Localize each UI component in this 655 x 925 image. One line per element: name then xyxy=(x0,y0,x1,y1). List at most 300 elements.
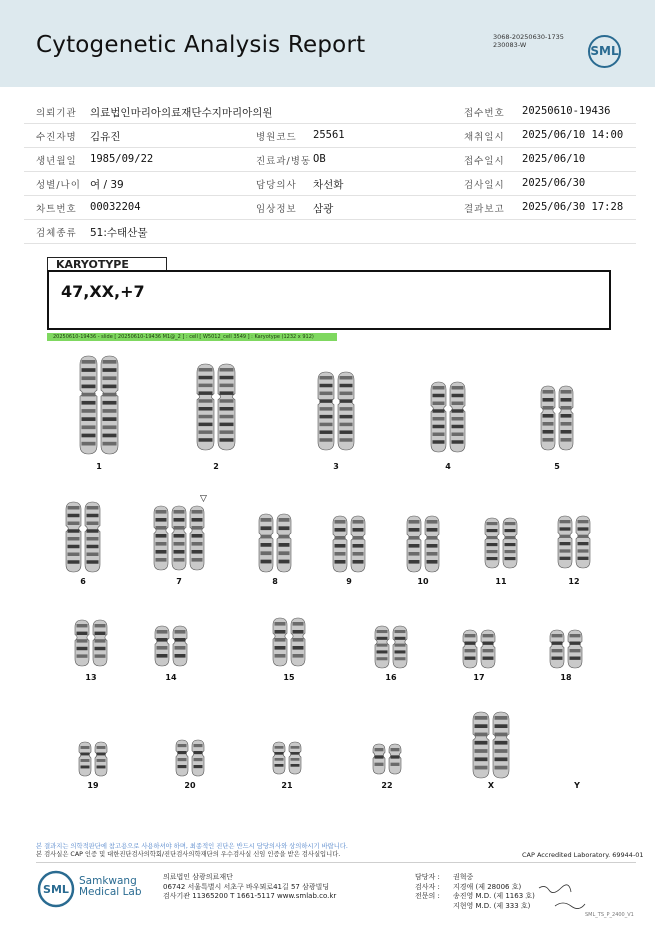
chromosome-13-copy xyxy=(75,620,89,666)
chromosome-band xyxy=(293,622,304,626)
chromosome-1-copy xyxy=(101,356,118,454)
report-title: Cytogenetic Analysis Report xyxy=(36,32,366,58)
org-address: 06742 서울특별시 서초구 바우뫼로41길 57 삼광빌딩 xyxy=(163,882,330,891)
chromosome-band xyxy=(452,409,464,412)
chromosome-band xyxy=(103,401,117,405)
chromosome-band xyxy=(174,558,185,562)
chromosome-3-copy xyxy=(318,372,334,450)
chromosome-pair-12 xyxy=(558,516,590,568)
chromosome-band xyxy=(465,642,476,645)
chromosome-band xyxy=(291,758,300,761)
doctor-label: 담당의사 xyxy=(256,180,297,191)
chromosome-pair-9 xyxy=(333,516,365,572)
chromosome-band xyxy=(552,649,563,652)
chromosome-band xyxy=(81,746,90,749)
chromosome-band xyxy=(353,560,364,564)
info-row xyxy=(24,147,636,172)
chromosome-13-copy xyxy=(93,620,107,666)
info-row xyxy=(24,99,636,124)
chromosome-label-1: 1 xyxy=(96,462,102,471)
chromosome-band xyxy=(199,391,213,395)
chromosome-band xyxy=(199,384,213,388)
chromosome-band xyxy=(452,440,464,443)
chromosome-band xyxy=(199,368,213,372)
chromosome-band xyxy=(409,560,420,564)
chromosome-label-11: 11 xyxy=(495,577,507,586)
chromosome-3-copy xyxy=(338,372,354,450)
clinical-label: 임상정보 xyxy=(256,204,297,215)
chromosome-band xyxy=(353,552,364,556)
chromosome-band xyxy=(220,415,234,419)
chromosome-band xyxy=(82,425,96,429)
chromosome-band xyxy=(487,536,498,539)
chromosome-label-16: 16 xyxy=(385,673,397,682)
chromosome-band xyxy=(82,409,96,413)
chart-no-label: 차트번호 xyxy=(36,204,77,215)
chromosome-band xyxy=(395,644,406,647)
chromosome-band xyxy=(465,634,476,637)
chromosome-band xyxy=(483,657,494,660)
chromosome-band xyxy=(95,632,106,635)
chromosome-4-copy xyxy=(450,382,465,452)
chromosome-band xyxy=(97,753,106,756)
chromosome-band xyxy=(156,510,167,514)
chromosome-band xyxy=(560,549,571,552)
chromosome-band xyxy=(293,638,304,642)
chromosome-band xyxy=(279,560,290,564)
info-row xyxy=(24,219,636,244)
chromosome-band xyxy=(192,518,203,522)
chromosome-band xyxy=(433,440,445,443)
chromosome-band xyxy=(395,637,406,640)
footer-divider xyxy=(36,862,636,863)
chromosome-1-copy xyxy=(80,356,97,454)
chromosome-band xyxy=(375,755,384,758)
cap-accreditation: CAP Accredited Laboratory. 69944-01 xyxy=(522,851,644,859)
chromosome-band xyxy=(199,430,213,434)
chromosome-band xyxy=(495,733,508,737)
chromosome-band xyxy=(340,384,353,388)
chromosome-band xyxy=(68,529,80,532)
chromosome-band xyxy=(561,438,572,442)
chromosome-band xyxy=(433,386,445,389)
received-value: 2025/06/10 xyxy=(522,153,586,165)
specialist-label: 전문의 : xyxy=(415,892,440,900)
chromosome-band xyxy=(483,649,494,652)
chromosome-pair-4 xyxy=(431,382,465,452)
chromosome-12-copy xyxy=(558,516,572,568)
chromosome-12-copy xyxy=(576,516,590,568)
chromosome-band xyxy=(87,506,99,509)
brand-line1: Samkwang xyxy=(79,875,137,887)
chromosome-band xyxy=(560,542,571,545)
chromosome-band xyxy=(220,368,234,372)
chromosome-label-9: 9 xyxy=(346,577,352,586)
chromosome-pair-2 xyxy=(197,364,235,450)
chromosome-pair-X xyxy=(473,712,509,778)
chromosome-band xyxy=(194,765,203,768)
chromosome-band xyxy=(156,558,167,562)
chromosome-band xyxy=(543,430,554,434)
chromosome-2-copy xyxy=(197,364,214,450)
chromosome-band xyxy=(82,368,96,372)
chromosome-band xyxy=(279,518,290,522)
chromosome-15-copy xyxy=(291,618,305,666)
chromosome-band xyxy=(427,560,438,564)
chromosome-17-copy xyxy=(481,630,495,668)
chromosome-band xyxy=(375,748,384,751)
chromosome-pair-15 xyxy=(273,618,305,666)
chromosome-pair-7 xyxy=(154,506,204,570)
chromosome-band xyxy=(174,510,185,514)
chromosome-band xyxy=(340,438,353,442)
chromosome-band xyxy=(578,527,589,530)
chromosome-band xyxy=(543,422,554,426)
chromosome-band xyxy=(505,522,516,525)
chromosome-label-5: 5 xyxy=(554,462,560,471)
chromosome-band xyxy=(409,544,420,548)
chromosome-band xyxy=(87,545,99,548)
chromosome-band xyxy=(505,550,516,553)
chromosome-band xyxy=(103,385,117,389)
chromosome-band xyxy=(87,529,99,532)
chromosome-band xyxy=(279,526,290,530)
chromosome-band xyxy=(220,391,234,395)
manager-value: 권혁중 xyxy=(453,873,474,881)
chromosome-band xyxy=(561,398,572,402)
chromosome-pair-3 xyxy=(318,372,354,450)
chromosome-band xyxy=(87,537,99,540)
chromosome-band xyxy=(335,552,346,556)
chromosome-band xyxy=(560,535,571,538)
chromosome-label-15: 15 xyxy=(283,673,295,682)
chromosome-band xyxy=(543,390,554,394)
chromosome-band xyxy=(291,764,300,767)
chromosome-band xyxy=(192,534,203,538)
receipt-no-label: 접수번호 xyxy=(464,108,505,119)
chromosome-band xyxy=(452,386,464,389)
chromosome-band xyxy=(391,763,400,766)
chromosome-X-copy xyxy=(473,712,489,778)
chromosome-band xyxy=(275,654,286,658)
chromosome-band xyxy=(340,430,353,434)
chromosome-band xyxy=(452,417,464,420)
chromosome-band xyxy=(157,654,168,658)
chromosome-label-20: 20 xyxy=(184,781,196,790)
patient-value: 김유진 xyxy=(90,131,121,143)
chromosome-band xyxy=(395,650,406,653)
chromosome-band xyxy=(194,751,203,754)
chromosome-band xyxy=(199,399,213,403)
chromosome-band xyxy=(82,360,96,364)
chromosome-band xyxy=(261,543,272,547)
receipt-no-value: 20250610-19436 xyxy=(522,105,611,117)
chromosome-label-18: 18 xyxy=(560,673,572,682)
patient-label: 수진자명 xyxy=(36,132,77,143)
chromosome-band xyxy=(552,657,563,660)
chromosome-band xyxy=(261,560,272,564)
chromosome-band xyxy=(82,417,96,421)
chromosome-label-14: 14 xyxy=(165,673,177,682)
chromosome-6-copy xyxy=(66,502,81,572)
chromosome-band xyxy=(275,746,284,749)
chromosome-band xyxy=(475,733,488,737)
chromosome-band xyxy=(77,639,88,642)
chromosome-band xyxy=(340,399,353,403)
org-contact: 검사기관 11365200 T 1661-5117 www.smlab.co.kr xyxy=(163,892,337,900)
chromosome-band xyxy=(175,638,186,642)
chromosome-band xyxy=(395,657,406,660)
chromosome-22-copy xyxy=(373,744,385,774)
chromosome-label-21: 21 xyxy=(281,781,293,790)
chromosome-label-13: 13 xyxy=(85,673,97,682)
chromosome-pair-21 xyxy=(273,742,301,774)
chromosome-label-Y: Y xyxy=(574,781,580,790)
chromosome-band xyxy=(199,438,213,442)
chromosome-band xyxy=(395,630,406,633)
chromosome-band xyxy=(157,630,168,634)
chromosome-band xyxy=(192,526,203,530)
chromosome-band xyxy=(199,423,213,427)
chromosome-pair-20 xyxy=(176,740,204,776)
chromosome-X-copy xyxy=(493,712,509,778)
chromosome-band xyxy=(475,766,488,770)
hospital-code-value: 25561 xyxy=(313,129,345,141)
notice-line2: 본 검사실은 CAP 인증 및 대한진단검사의학회/진단검사의학재단의 우수검사실 신임 인증을 받은 검사실입니다. xyxy=(36,851,341,858)
chromosome-band xyxy=(570,634,581,637)
chromosome-14-copy xyxy=(173,626,187,666)
chromosome-band xyxy=(261,526,272,530)
chromosome-band xyxy=(452,402,464,405)
institution-label: 의뢰기관 xyxy=(36,108,77,119)
chromosome-band xyxy=(95,624,106,627)
chromosome-17-copy xyxy=(463,630,477,668)
chromosome-band xyxy=(261,535,272,539)
collected-label: 채취일시 xyxy=(464,132,505,143)
chromosome-20-copy xyxy=(192,740,204,776)
chromosome-band xyxy=(452,394,464,397)
chromosome-band xyxy=(220,438,234,442)
report-label: 결과보고 xyxy=(464,204,505,215)
chromosome-band xyxy=(77,624,88,627)
chromosome-band xyxy=(68,506,80,509)
chromosome-15-copy xyxy=(273,618,287,666)
institution-value: 의료법인마리아의료재단수지마리아의원 xyxy=(90,107,273,119)
chromosome-band xyxy=(487,543,498,546)
chromosome-band xyxy=(487,550,498,553)
chromosome-label-7: 7 xyxy=(176,577,182,586)
chromosome-band xyxy=(103,376,117,380)
chromosome-4-copy xyxy=(431,382,446,452)
karyotype-result-box xyxy=(47,270,611,330)
chromosome-band xyxy=(495,716,508,720)
chromosome-5-copy xyxy=(559,386,573,450)
trisomy-marker-icon: ▽ xyxy=(200,494,207,504)
chromosome-pair-8 xyxy=(259,514,291,572)
notice-line1: 본 결과지는 의학적판단에 참고용으로 사용하셔야 하며, 최종적인 진단은 반드시 담당의사와 상의하시기 바랍니다. xyxy=(36,843,348,850)
chromosome-band xyxy=(340,415,353,419)
chromosome-7-copy xyxy=(172,506,186,570)
chromosome-band xyxy=(95,647,106,650)
organization-info xyxy=(163,873,336,902)
chromosome-5-copy xyxy=(541,386,555,450)
chromosome-band xyxy=(174,526,185,530)
chromosome-band xyxy=(487,529,498,532)
staff-info xyxy=(415,873,535,911)
chromosome-8-copy xyxy=(259,514,273,572)
chromosome-pair-5 xyxy=(541,386,573,450)
tester-value: 지경애 (제 28006 호) xyxy=(453,882,522,891)
chromosome-band xyxy=(487,557,498,560)
specialist2-value: 지현영 M.D. (제 333 호) xyxy=(453,901,531,910)
chromosome-pair-17 xyxy=(463,630,495,668)
brand-line2: Medical Lab xyxy=(79,886,142,898)
chromosome-band xyxy=(103,442,117,446)
chromosome-band xyxy=(220,376,234,380)
chromosome-band xyxy=(192,542,203,546)
chromosome-label-3: 3 xyxy=(333,462,339,471)
chromosome-band xyxy=(427,520,438,524)
tested-label: 검사일시 xyxy=(464,180,505,191)
chromosome-band xyxy=(275,646,286,650)
chromosome-pair-14 xyxy=(155,626,187,666)
chromosome-band xyxy=(175,646,186,650)
chromosome-band xyxy=(103,425,117,429)
chromosome-band xyxy=(320,376,333,380)
chromosome-band xyxy=(199,407,213,411)
chromosome-band xyxy=(433,417,445,420)
chromosome-label-19: 19 xyxy=(87,781,99,790)
chromosome-band xyxy=(156,534,167,538)
chromosome-band xyxy=(409,520,420,524)
chromosome-band xyxy=(275,764,284,767)
chromosome-18-copy xyxy=(568,630,582,668)
chromosome-band xyxy=(353,528,364,532)
chromosome-9-copy xyxy=(333,516,347,572)
document-id-line1: 3068-20250630-1735 xyxy=(493,33,564,41)
chromosome-band xyxy=(340,423,353,427)
chromosome-band xyxy=(320,423,333,427)
chromosome-band xyxy=(68,514,80,517)
chromosome-band xyxy=(578,549,589,552)
chromosome-band xyxy=(220,423,234,427)
chromosome-band xyxy=(275,758,284,761)
specimen-value: 51:수태산물 xyxy=(90,227,148,239)
chromosome-11-copy xyxy=(503,518,517,568)
document-id xyxy=(493,33,564,49)
chromosome-band xyxy=(561,406,572,410)
chromosome-band xyxy=(68,545,80,548)
chromosome-band xyxy=(465,649,476,652)
chromosome-21-copy xyxy=(289,742,301,774)
chromosome-band xyxy=(157,638,168,642)
chromosome-6-copy xyxy=(85,502,100,572)
chromosome-band xyxy=(483,642,494,645)
chromosome-band xyxy=(220,384,234,388)
chromosome-band xyxy=(174,550,185,554)
chromosome-band xyxy=(353,544,364,548)
chromosome-band xyxy=(87,514,99,517)
chromosome-20-copy xyxy=(176,740,188,776)
chromosome-band xyxy=(335,544,346,548)
chromosome-14-copy xyxy=(155,626,169,666)
chromosome-band xyxy=(178,758,187,761)
chromosome-band xyxy=(505,536,516,539)
chromosome-band xyxy=(97,766,106,769)
chromosome-band xyxy=(543,438,554,442)
chromosome-label-12: 12 xyxy=(568,577,580,586)
chromosome-pair-11 xyxy=(485,518,517,568)
info-row xyxy=(24,171,636,196)
chromosome-band xyxy=(97,759,106,762)
chromosome-band xyxy=(505,543,516,546)
chromosome-band xyxy=(543,414,554,418)
chromosome-band xyxy=(68,560,80,563)
chromosome-band xyxy=(320,384,333,388)
chromosome-8-copy xyxy=(277,514,291,572)
chromosome-band xyxy=(293,630,304,634)
chromosome-band xyxy=(192,558,203,562)
chromosome-band xyxy=(409,552,420,556)
chromosome-2-copy xyxy=(218,364,235,450)
sex-age-value: 여 / 39 xyxy=(90,179,124,191)
chromosome-band xyxy=(495,766,508,770)
chromosome-band xyxy=(452,425,464,428)
chromosome-band xyxy=(409,536,420,540)
chromosome-pair-18 xyxy=(550,630,582,668)
dept-label: 진료과/병동 xyxy=(256,156,312,167)
received-label: 접수일시 xyxy=(464,156,505,167)
chromosome-band xyxy=(560,520,571,523)
chromosome-band xyxy=(291,746,300,749)
org-name: 의료법인 삼광의료재단 xyxy=(163,873,233,881)
chromosome-band xyxy=(261,551,272,555)
chromosome-band xyxy=(391,755,400,758)
chromosome-band xyxy=(320,407,333,411)
chromosome-band xyxy=(561,390,572,394)
chromosome-band xyxy=(103,417,117,421)
chromosome-10-copy xyxy=(425,516,439,572)
chromosome-band xyxy=(561,430,572,434)
chromosome-band xyxy=(320,399,333,403)
chromosome-band xyxy=(77,632,88,635)
chromosome-band xyxy=(465,657,476,660)
chromosome-band xyxy=(487,522,498,525)
svg-text:SML: SML xyxy=(43,883,69,896)
chromosome-band xyxy=(320,438,333,442)
chromosome-band xyxy=(220,399,234,403)
chromosome-band xyxy=(103,434,117,438)
chromosome-band xyxy=(495,724,508,728)
chromosome-band xyxy=(377,644,388,647)
collected-value: 2025/06/10 14:00 xyxy=(522,129,624,141)
chromosome-19-copy xyxy=(95,742,107,776)
chromosome-band xyxy=(81,766,90,769)
chromosome-label-X: X xyxy=(487,781,495,790)
chromosome-band xyxy=(505,557,516,560)
info-row xyxy=(24,123,636,148)
brand-name xyxy=(79,876,142,898)
chromosome-band xyxy=(320,392,333,396)
chromosome-band xyxy=(475,757,488,761)
chromosome-band xyxy=(95,654,106,657)
footer-notice xyxy=(36,843,348,859)
chromosome-band xyxy=(475,716,488,720)
chromosome-band xyxy=(391,748,400,751)
chromosome-band xyxy=(335,528,346,532)
chromosome-band xyxy=(433,409,445,412)
chromosome-band xyxy=(433,394,445,397)
